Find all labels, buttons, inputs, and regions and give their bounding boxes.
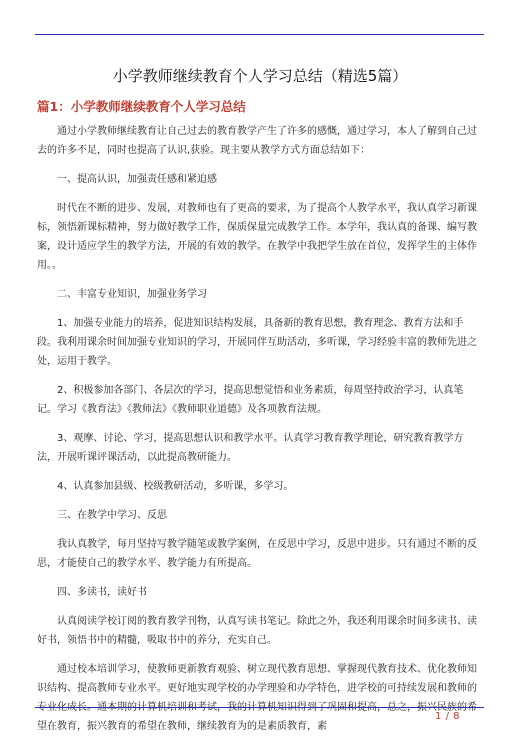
- paragraph-5: 通过校本培训学习，使教师更新教育观验、树立现代教育思想、掌握现代教育技术、优化教师知识结构、提高教师专业水平。更好地实现学校的办学理验和办学特色，进学校的可持续发展和教师的专业化成长。通本期的计算机培训和考试，我的计算机知识得到了巩固和提高，总之，振兴民族的希望在教育，振兴教育的希望在教师，继续教育为的是素质教育，素: [37, 664, 477, 732]
- document-title: 小学教师继续教育个人学习总结（精选5篇）: [112, 67, 408, 85]
- paragraph-1: 时代在不断的进步、发展，对教师也有了更高的要求，为了提高个人教学水平，我认真学习新课标，领悟新课标精神，努力做好教学工作，保质保量完成教学工作。本学年，我认真的备课、编写教案，设计适应学生的教学方法，开展的有效的教学。在教学中我把学生放在首位，发挥学生的主体作用。。: [37, 203, 477, 271]
- footer-rule: [35, 707, 484, 708]
- header-rule: [35, 34, 484, 35]
- heading-1: 一、提高认识，加强责任感和紧迫感: [57, 174, 217, 185]
- page-number: 1 / 8: [435, 711, 460, 722]
- paragraph-intro: 通过小学教师继续教育让自己过去的教育教学产生了许多的感慨，通过学习，本人了解到自己过去的许多不足，同时也提高了认识,获验。现主要从教学方式方面总结如下：: [37, 126, 477, 156]
- section-heading: 篇1：小学教师继续教育个人学习总结: [37, 99, 246, 114]
- heading-2: 二、丰富专业知识，加强业务学习: [57, 289, 207, 300]
- paragraph-2-1: 1、加强专业能力的培养，促进知识结构发展，具备新的教育思想，教育理念、教育方法和手段。我利用课余时间加强专业知识的学习，开展同伴互助活动，多听课，学习经验丰富的教师先进之处，运用于教学。: [37, 318, 477, 367]
- document-body: [37, 122, 483, 746]
- heading-3: 三、在教学中学习、反思: [57, 510, 167, 521]
- heading-4: 四、多读书，读好书: [57, 587, 147, 598]
- paragraph-3: 我认真教学，每月坚持写教学随笔或教学案例，在反思中学习，反思中进步。只有通过不断的反思，才能使自己的教学水平、教学能力有所提高。: [37, 539, 477, 569]
- paragraph-2-2: 2、积极参加各部门、各层次的学习，提高思想觉悟和业务素质，每周坚持政治学习，认真笔记。学习《教育法》《教师法》《教师职业道德》及各项教育法规。: [37, 385, 464, 415]
- paragraph-4: 认真阅读学校订阅的教育教学刊物，认真写读书笔记。除此之外，我还利用课余时间多读书、读好书，领悟书中的精髓，吸取书中的养分，充实自己。: [37, 616, 477, 646]
- paragraph-2-4: 4、认真参加县级、校级教研活动，多听课，多学习。: [57, 481, 294, 492]
- paragraph-2-3: 3、观摩、讨论、学习，提高思想认识和教学水平。认真学习教育教学理论，研究教育教学方法，开展听课评课活动，以此提高教研能力。: [37, 433, 464, 463]
